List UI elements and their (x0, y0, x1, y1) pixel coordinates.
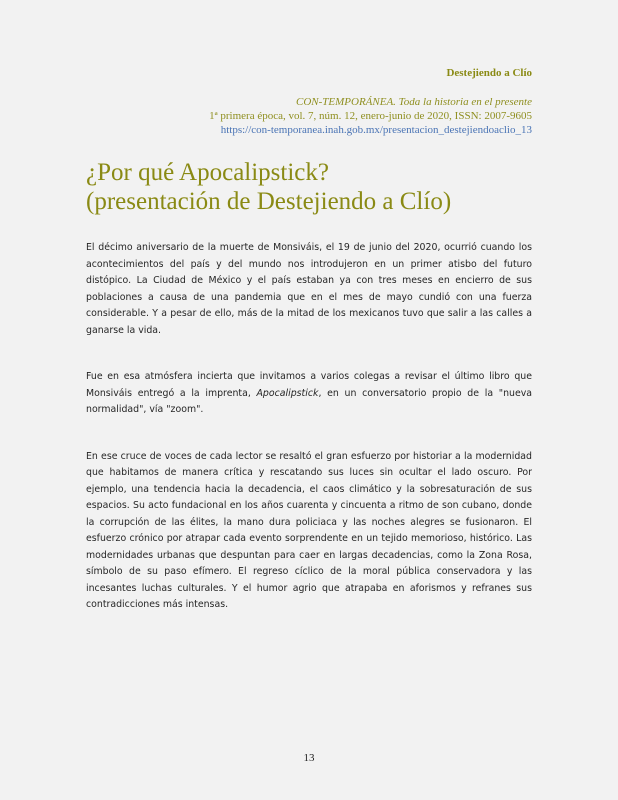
paragraph-2-text-start: Fue en esa atmósfera incierta que invitamos a varios colegas a revisar el último libro que Monsiváis entregó a la imprenta, (86, 371, 532, 399)
article-title (86, 158, 546, 216)
journal-header (209, 66, 532, 137)
paragraph-3: En ese cruce de voces de cada lector se resaltó el gran esfuerzo por historiar a la modernidad que habitamos de manera crítica y rescatando sus luces sin ocultar el lado oscuro. Por ejemplo, una tendencia hacia la decadencia, el caos climático y la sobresaturación de sus espacios. Su acto fundacional en los años cuarenta y cincuenta a ritmo de son cubano, donde la corrupción de las élites, la mano dura policiaca y las noches alegres se fusionaron. El esfuerzo crónico por atrapar cada evento sorprendente en un tejido memorioso, histórico. Las modernidades urbanas que despuntan para caer en largas decadencias, como la Zona Rosa, símbolo de su paso efímero. El regreso cíclico de la moral pública conservadora y las incesantes luchas culturales. Y el humor agrio que atrapaba en aforismos y refranes sus contradicciones más intensas. (86, 450, 532, 610)
paragraph-2-text-end: , en un conversatorio propio de la "nueva normalidad", vía "zoom". (86, 387, 533, 415)
section-title: Destejiendo a Clío (446, 67, 532, 79)
issue-info: 1ª primera época, vol. 7, núm. 12, enero-junio de 2020, ISSN: 2007-9605 (209, 110, 532, 122)
book-title-italic: Apocalipstick (256, 387, 319, 399)
journal-name: CON-TEMPORÁNEA. Toda la historia en el presente (296, 96, 532, 108)
page-number: 13 (303, 752, 315, 764)
paragraph-1: El décimo aniversario de la muerte de Monsiváis, el 19 de junio del 2020, ocurrió cuando los acontecimientos del país y del mundo nos introdujeron en un primer atisbo del futuro distópico. La Ciudad de México y el país estaban ya con tres meses en encierro de sus poblaciones a causa de una pandemia que en el mes de mayo cundió con una fuerza considerable. Y a pesar de ello, más de la mitad de los mexicanos tuvo que salir a las calles a ganarse la vida. (86, 242, 532, 336)
title-line-2: (presentación de Destejiendo a Clío) (86, 188, 452, 215)
paragraph-2 (86, 369, 532, 419)
article-body (86, 240, 532, 614)
title-line-1: ¿Por qué Apocalipstick? (86, 159, 329, 186)
article-url-link[interactable]: https://con-temporanea.inah.gob.mx/presentacion_destejiendoaclio_13 (220, 124, 532, 136)
